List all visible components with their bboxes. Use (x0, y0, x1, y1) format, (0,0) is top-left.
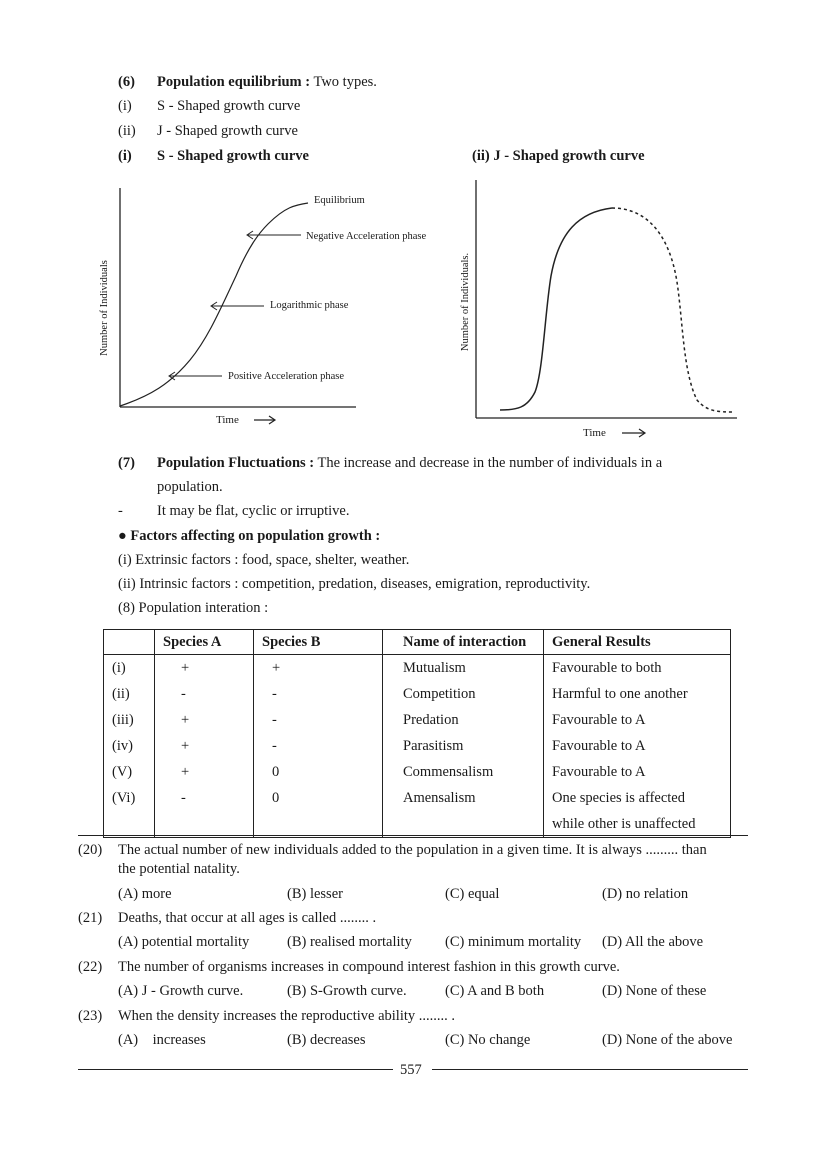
cell-species-a (155, 811, 254, 838)
section-7-rest: The increase and decrease in the number of individuals in a (317, 455, 663, 471)
section-7-heading (157, 454, 662, 472)
section-7-title: Population Fluctuations : (157, 455, 315, 471)
arrow-logarithmic (211, 302, 264, 310)
q21-option-d: (D) All the above (602, 934, 704, 950)
graph-s-heading: S - Shaped growth curve (157, 148, 309, 164)
q21-number: (21) (78, 910, 103, 926)
table-row (104, 655, 731, 682)
cell-interaction-name: Predation (383, 707, 544, 733)
q20-text: The actual number of new individuals added to the population in a given time. It is always ......... than (118, 842, 707, 858)
cell-general-result: while other is unaffected (544, 811, 731, 838)
header-index (104, 630, 155, 655)
section-7-number: (7) (118, 455, 135, 471)
cell-species-b: 0 (254, 759, 383, 785)
item-i-text: S - Shaped growth curve (157, 98, 301, 114)
cell-index: (iii) (104, 707, 155, 733)
footer-rule-left (78, 1069, 393, 1070)
cell-index: (iv) (104, 733, 155, 759)
cell-species-a: - (155, 785, 254, 811)
table-row (104, 811, 731, 838)
j-curve-decline (612, 208, 735, 412)
q23-text: When the density increases the reproductive ability ........ . (118, 1008, 456, 1024)
q21-option-c: (C) minimum mortality (445, 934, 582, 950)
cell-species-a: + (155, 655, 254, 682)
cell-general-result: Favourable to both (544, 655, 731, 682)
extrinsic-factors: (i) Extrinsic factors : food, space, shelter, weather. (118, 552, 410, 568)
intrinsic-factors: (ii) Intrinsic factors : competition, predation, diseases, emigration, reproductivity. (118, 576, 591, 592)
table-row (104, 733, 731, 759)
label-negative-acceleration: Negative Acceleration phase (306, 231, 427, 242)
interaction-heading: (8) Population interation : (118, 600, 269, 616)
item-i-number: (i) (118, 98, 132, 114)
graph-j-heading: (ii) J - Shaped growth curve (472, 148, 645, 164)
table-row (104, 681, 731, 707)
j-curve-figure (455, 172, 745, 444)
q22-number: (22) (78, 959, 103, 975)
section-6-rest: Two types. (313, 74, 377, 90)
q23-option-d: (D) None of the above (602, 1032, 733, 1048)
cell-index: (ii) (104, 681, 155, 707)
q21-option-b: (B) realised mortality (287, 934, 412, 950)
cell-interaction-name: Competition (383, 681, 544, 707)
q22-text: The number of organisms increases in compound interest fashion in this growth curve. (118, 959, 620, 975)
header-species-a: Species A (155, 630, 254, 655)
q22-option-b: (B) S-Growth curve. (287, 983, 407, 999)
table-header-row (104, 630, 731, 655)
section-divider (78, 835, 748, 836)
cell-species-a: + (155, 707, 254, 733)
q20-option-c: (C) equal (445, 886, 500, 902)
label-logarithmic: Logarithmic phase (270, 300, 349, 311)
cell-species-a: + (155, 733, 254, 759)
cell-species-b: - (254, 707, 383, 733)
q20-number: (20) (78, 842, 103, 858)
section-6-title: Population equilibrium : (157, 74, 311, 90)
q23-number: (23) (78, 1008, 103, 1024)
footer-rule-right (432, 1069, 748, 1070)
header-species-b: Species B (254, 630, 383, 655)
page-number: 557 (400, 1062, 422, 1078)
cell-species-b: 0 (254, 785, 383, 811)
cell-interaction-name (383, 811, 544, 838)
q20-option-d: (D) no relation (602, 886, 689, 902)
arrow-negative-acceleration (247, 231, 301, 239)
q22-option-a: (A) J - Growth curve. (118, 983, 244, 999)
cell-interaction-name: Mutualism (383, 655, 544, 682)
cell-index: (Vi) (104, 785, 155, 811)
header-general-results: General Results (544, 630, 731, 655)
section-6-number: (6) (118, 74, 135, 90)
cell-index (104, 811, 155, 838)
cell-general-result: Harmful to one another (544, 681, 731, 707)
cell-general-result: Favourable to A (544, 707, 731, 733)
item-ii-text: J - Shaped growth curve (157, 123, 298, 139)
section-7-continuation: population. (157, 479, 223, 495)
s-time-arrow (254, 416, 275, 424)
label-equilibrium: Equilibrium (314, 195, 365, 206)
j-ylabel: Number of Individuals. (460, 252, 471, 352)
population-interaction-table (103, 629, 731, 838)
cell-species-b: + (254, 655, 383, 682)
cell-interaction-name: Amensalism (383, 785, 544, 811)
q20-text-continued: the potential natality. (118, 861, 240, 877)
table-row (104, 785, 731, 811)
q23-option-b: (B) decreases (287, 1032, 366, 1048)
cell-species-b (254, 811, 383, 838)
cell-species-a: - (155, 681, 254, 707)
item-ii-number: (ii) (118, 123, 136, 139)
section-7-dash: - (118, 503, 123, 519)
table-row (104, 759, 731, 785)
label-positive-acceleration: Positive Acceleration phase (228, 371, 345, 382)
cell-index: (V) (104, 759, 155, 785)
cell-general-result: Favourable to A (544, 759, 731, 785)
header-interaction-name: Name of interaction (383, 630, 544, 655)
cell-species-b: - (254, 681, 383, 707)
factors-heading: ● Factors affecting on population growth : (118, 528, 381, 544)
j-xlabel: Time (583, 427, 606, 439)
cell-index: (i) (104, 655, 155, 682)
j-curve-line (500, 208, 612, 410)
s-xlabel: Time (216, 414, 239, 426)
cell-interaction-name: Commensalism (383, 759, 544, 785)
q21-text: Deaths, that occur at all ages is called ........ . (118, 910, 377, 926)
cell-species-b: - (254, 733, 383, 759)
q21-option-a: (A) potential mortality (118, 934, 250, 950)
q22-option-d: (D) None of these (602, 983, 707, 999)
graph-s-heading-number: (i) (118, 148, 132, 164)
q23-option-a: (A) increases (118, 1032, 206, 1048)
section-7-line2: It may be flat, cyclic or irruptive. (157, 503, 350, 519)
q22-option-c: (C) A and B both (445, 983, 545, 999)
cell-interaction-name: Parasitism (383, 733, 544, 759)
j-time-arrow (622, 429, 645, 437)
section-6-heading (157, 73, 377, 91)
q20-option-b: (B) lesser (287, 886, 343, 902)
s-curve-figure (90, 180, 460, 435)
cell-species-a: + (155, 759, 254, 785)
q23-option-c: (C) No change (445, 1032, 531, 1048)
cell-general-result: One species is affected (544, 785, 731, 811)
table-row (104, 707, 731, 733)
q20-option-a: (A) more (118, 886, 172, 902)
s-ylabel: Number of Individuals (99, 260, 110, 356)
cell-general-result: Favourable to A (544, 733, 731, 759)
